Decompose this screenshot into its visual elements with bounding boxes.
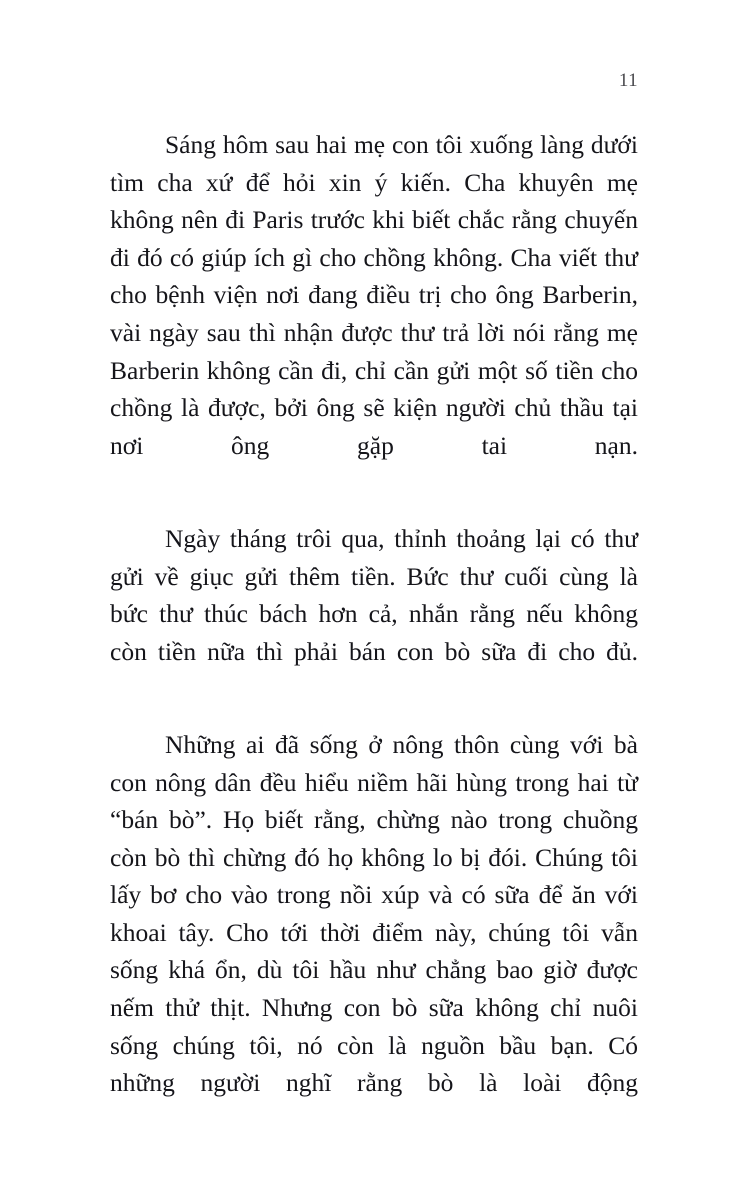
paragraph: Sáng hôm sau hai mẹ con tôi xuống làng dưới tìm cha xứ để hỏi xin ý kiến. Cha khuyên mẹ không nên đi Paris trước khi biết chắc rằng chuyến đi đó có giúp ích gì cho chồng không. Cha viết thư cho bệnh viện nơi đang điều trị cho ông Barberin, vài ngày sau thì nhận được thư trả lời nói rằng mẹ Barberin không cần đi, chỉ cần gửi một số tiền cho chồng là được, bởi ông sẽ kiện người chủ thầu tại nơi ông gặp tai nạn. — [110, 130, 638, 460]
body-text-block — [110, 126, 638, 1139]
paragraph: Ngày tháng trôi qua, thỉnh thoảng lại có thư gửi về giục gửi thêm tiền. Bức thư cuối cùng là bức thư thúc bách hơn cả, nhắn rằng nếu không còn tiền nữa thì phải bán con bò sữa đi cho đủ. — [110, 523, 638, 666]
page-number: 11 — [618, 70, 638, 91]
paragraph: Những ai đã sống ở nông thôn cùng với bà con nông dân đều hiểu niềm hãi hùng trong hai từ “bán bò”. Họ biết rằng, chừng nào trong chuồng còn bò thì chừng đó họ không lo bị đói. Chúng tôi lấy bơ cho vào trong nồi xúp và có sữa để ăn với khoai tây. Cho tới thời điểm này, chúng tôi vẫn sống khá ổn, dù tôi hầu như chẳng bao giờ được nếm thử thịt. Nhưng con bò sữa không chỉ nuôi sống chúng tôi, nó còn là nguồn bầu bạn. Có những người nghĩ rằng bò là loài động — [110, 729, 638, 1098]
